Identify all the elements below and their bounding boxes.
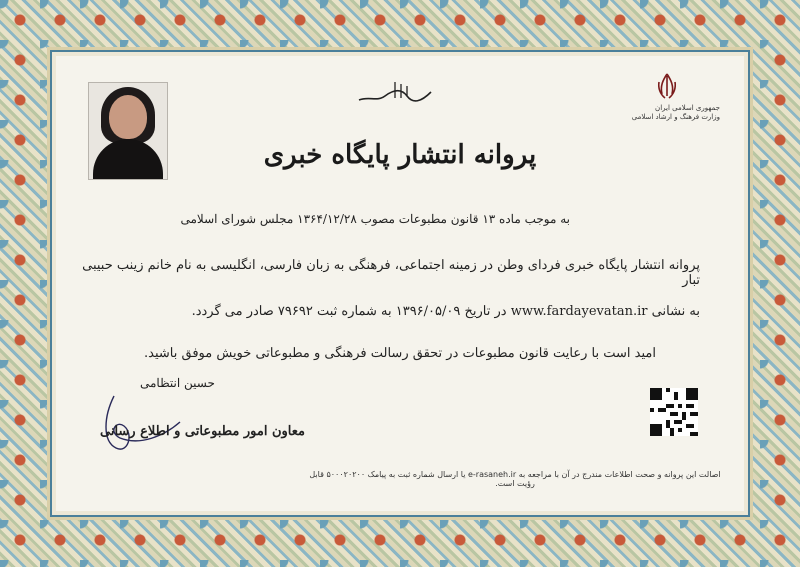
signer-name: حسین انتظامی	[140, 376, 215, 390]
ministry-label: جمهوری اسلامی ایران وزارت فرهنگ و ارشاد اسلامی	[631, 104, 720, 121]
wish-line: امید است با رعایت قانون مطبوعات در تحقق رسالت فرهنگی و مطبوعاتی خویش موفق باشید.	[144, 346, 656, 361]
certificate-title: پروانه انتشار پایگاه خبری	[263, 140, 537, 170]
emblem-icon	[656, 72, 678, 100]
footer-note: اصالت این پروانه و صحت اطلاعات مندرج در آن با مراجعه به e-rasaneh.ir یا ارسال شماره ثبت به پیامک ۵۰۰۰۲۰۲۰۰ قابل رؤیت است.	[309, 470, 721, 488]
signature	[94, 386, 194, 456]
basmala-calligraphy	[355, 78, 435, 106]
signer-role: معاون امور مطبوعاتی و اطلاع رسانی	[100, 424, 305, 439]
qr-code	[650, 388, 698, 436]
license-line: پروانه انتشار پایگاه خبری فردای وطن در زمینه اجتماعی، فرهنگی به زبان فارسی، انگلیسی به نام خانم زینب حبیبی تبار	[82, 258, 700, 288]
law-line: به موجب ماده ۱۳ قانون مطبوعات مصوب ۱۳۶۴/۱۲/۲۸ مجلس شورای اسلامی	[180, 212, 570, 226]
address-line: به نشانی www.fardayevatan.ir در تاریخ ۱۳۹۶/۰۵/۰۹ به شماره ثبت ۷۹۶۹۲ صادر می گردد.	[191, 304, 700, 319]
